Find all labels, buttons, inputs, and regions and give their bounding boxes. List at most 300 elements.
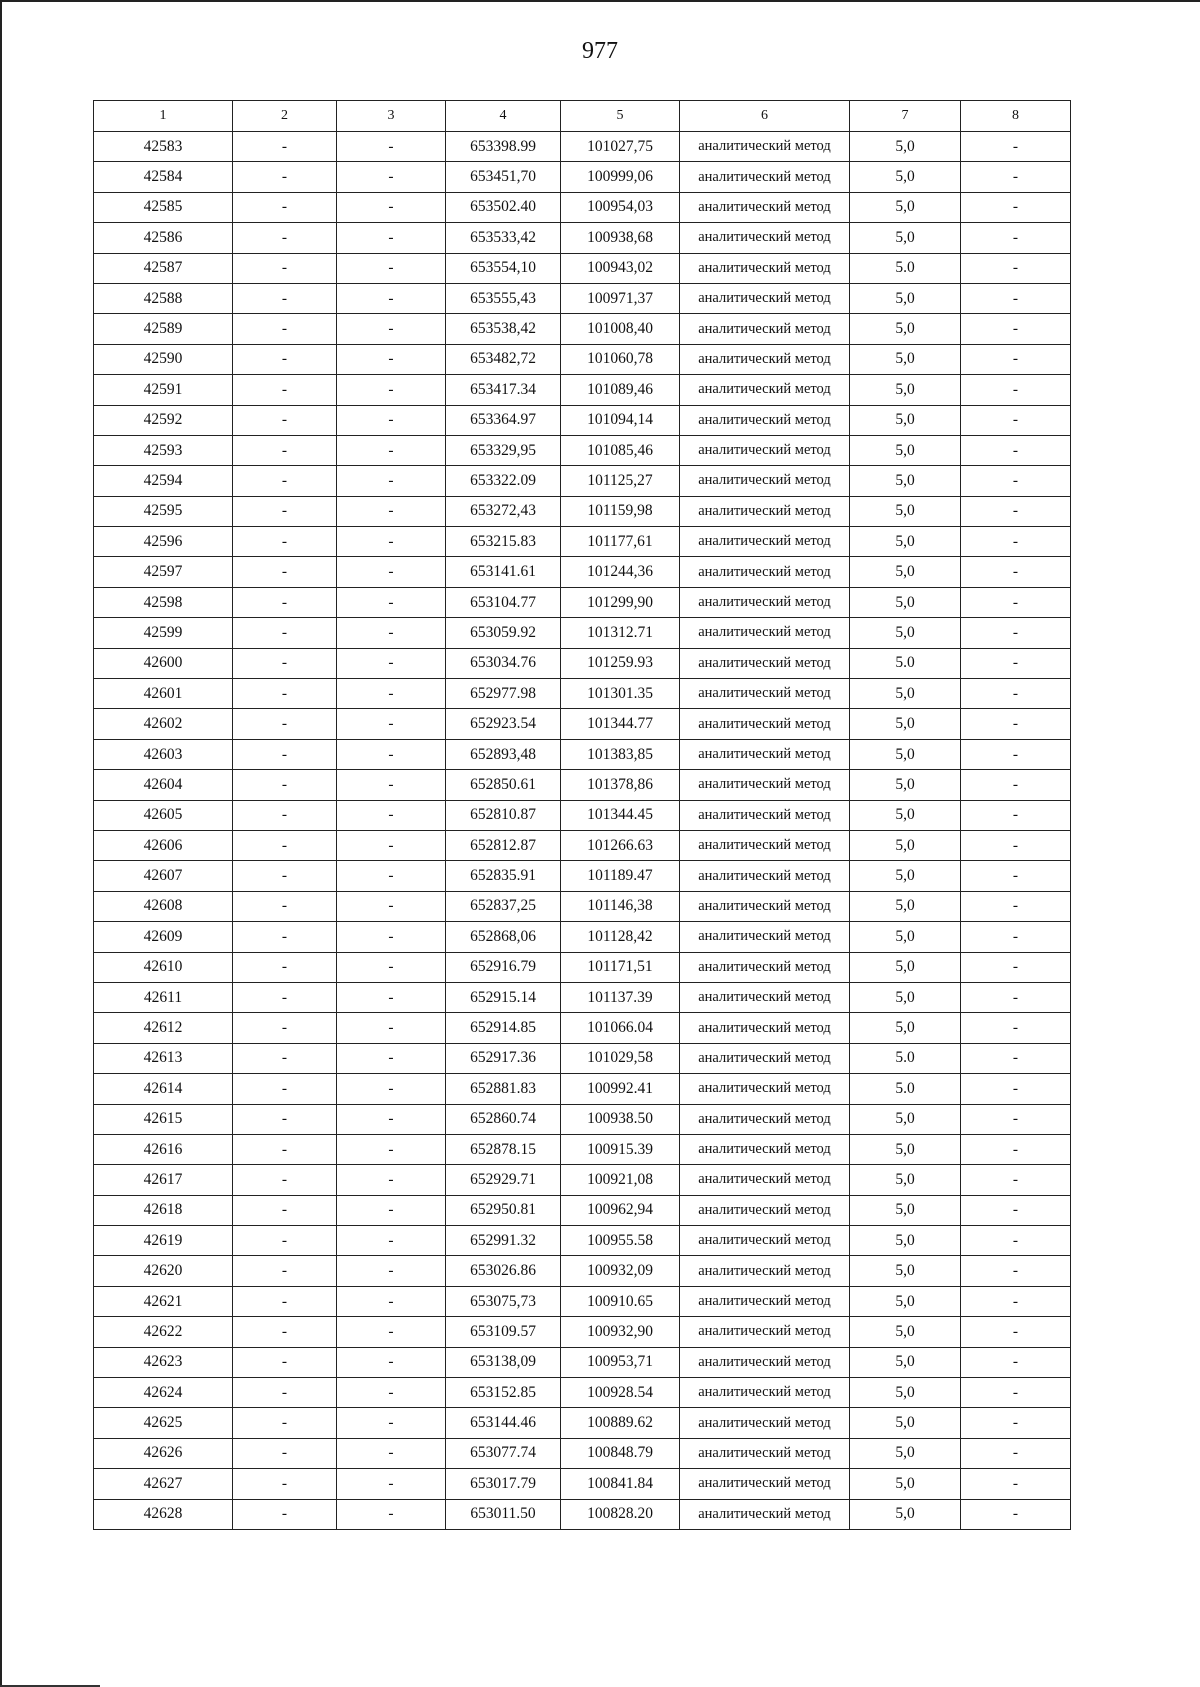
col2-cell: -: [233, 1104, 337, 1134]
coord-x-cell: 653364.97: [446, 405, 561, 435]
col3-cell: -: [337, 679, 446, 709]
col8-cell: -: [961, 982, 1071, 1012]
column-header: 1: [94, 101, 233, 132]
point-number-cell: 42617: [94, 1165, 233, 1195]
method-cell: аналитический метод: [680, 527, 850, 557]
accuracy-cell: 5,0: [850, 132, 961, 162]
method-cell: аналитический метод: [680, 800, 850, 830]
col8-cell: -: [961, 162, 1071, 192]
col2-cell: -: [233, 557, 337, 587]
method-cell: аналитический метод: [680, 1256, 850, 1286]
method-cell: аналитический метод: [680, 344, 850, 374]
coord-y-cell: 100999,06: [561, 162, 680, 192]
method-cell: аналитический метод: [680, 830, 850, 860]
method-cell: аналитический метод: [680, 162, 850, 192]
table-row: [94, 466, 1071, 496]
point-number-cell: 42607: [94, 861, 233, 891]
col8-cell: -: [961, 132, 1071, 162]
col8-cell: -: [961, 891, 1071, 921]
coord-y-cell: 101344.45: [561, 800, 680, 830]
coord-x-cell: 653075,73: [446, 1286, 561, 1316]
coord-y-cell: 101137.39: [561, 982, 680, 1012]
col3-cell: -: [337, 1438, 446, 1468]
point-number-cell: 42612: [94, 1013, 233, 1043]
coord-y-cell: 100848.79: [561, 1438, 680, 1468]
coord-x-cell: 653059.92: [446, 618, 561, 648]
col8-cell: -: [961, 1104, 1071, 1134]
table-row: [94, 1134, 1071, 1164]
col3-cell: -: [337, 314, 446, 344]
table-row: [94, 800, 1071, 830]
col8-cell: -: [961, 1378, 1071, 1408]
col2-cell: -: [233, 1226, 337, 1256]
col3-cell: -: [337, 891, 446, 921]
accuracy-cell: 5,0: [850, 1195, 961, 1225]
table-row: [94, 1256, 1071, 1286]
accuracy-cell: 5,0: [850, 1438, 961, 1468]
coord-x-cell: 652850.61: [446, 770, 561, 800]
method-cell: аналитический метод: [680, 679, 850, 709]
col2-cell: -: [233, 1286, 337, 1316]
col2-cell: -: [233, 375, 337, 405]
table-row: [94, 861, 1071, 891]
col2-cell: -: [233, 739, 337, 769]
col8-cell: -: [961, 800, 1071, 830]
coord-y-cell: 101008,40: [561, 314, 680, 344]
col2-cell: -: [233, 192, 337, 222]
table-row: [94, 1104, 1071, 1134]
coord-x-cell: 653026.86: [446, 1256, 561, 1286]
col3-cell: -: [337, 132, 446, 162]
accuracy-cell: 5.0: [850, 648, 961, 678]
col8-cell: -: [961, 1438, 1071, 1468]
col8-cell: -: [961, 1347, 1071, 1377]
table-row: [94, 1226, 1071, 1256]
coord-x-cell: 653417.34: [446, 375, 561, 405]
coord-x-cell: 653144.46: [446, 1408, 561, 1438]
point-number-cell: 42627: [94, 1469, 233, 1499]
accuracy-cell: 5,0: [850, 770, 961, 800]
col2-cell: -: [233, 283, 337, 313]
point-number-cell: 42609: [94, 922, 233, 952]
table-row: [94, 1469, 1071, 1499]
point-number-cell: 42595: [94, 496, 233, 526]
table-row: [94, 1408, 1071, 1438]
col8-cell: -: [961, 527, 1071, 557]
coord-x-cell: 652881.83: [446, 1074, 561, 1104]
col3-cell: -: [337, 375, 446, 405]
method-cell: аналитический метод: [680, 314, 850, 344]
col3-cell: -: [337, 922, 446, 952]
col2-cell: -: [233, 132, 337, 162]
column-header: 5: [561, 101, 680, 132]
col3-cell: -: [337, 223, 446, 253]
method-cell: аналитический метод: [680, 587, 850, 617]
table-row: [94, 162, 1071, 192]
coord-x-cell: 653034.76: [446, 648, 561, 678]
col3-cell: -: [337, 1134, 446, 1164]
method-cell: аналитический метод: [680, 375, 850, 405]
col3-cell: -: [337, 1043, 446, 1073]
coord-y-cell: 100828.20: [561, 1499, 680, 1529]
coord-x-cell: 652977.98: [446, 679, 561, 709]
col8-cell: -: [961, 679, 1071, 709]
point-number-cell: 42589: [94, 314, 233, 344]
col3-cell: -: [337, 1226, 446, 1256]
table-row: [94, 1195, 1071, 1225]
point-number-cell: 42584: [94, 162, 233, 192]
table-row: [94, 891, 1071, 921]
coord-x-cell: 652929.71: [446, 1165, 561, 1195]
col2-cell: -: [233, 405, 337, 435]
col3-cell: -: [337, 162, 446, 192]
col2-cell: -: [233, 982, 337, 1012]
col2-cell: -: [233, 648, 337, 678]
coord-x-cell: 653109.57: [446, 1317, 561, 1347]
accuracy-cell: 5,0: [850, 1134, 961, 1164]
point-number-cell: 42591: [94, 375, 233, 405]
coord-y-cell: 101312.71: [561, 618, 680, 648]
col3-cell: -: [337, 982, 446, 1012]
point-number-cell: 42604: [94, 770, 233, 800]
table-row: [94, 192, 1071, 222]
method-cell: аналитический метод: [680, 557, 850, 587]
accuracy-cell: 5,0: [850, 496, 961, 526]
table-row: [94, 982, 1071, 1012]
point-number-cell: 42614: [94, 1074, 233, 1104]
method-cell: аналитический метод: [680, 1043, 850, 1073]
col8-cell: -: [961, 435, 1071, 465]
coord-x-cell: 653555,43: [446, 283, 561, 313]
accuracy-cell: 5,0: [850, 314, 961, 344]
coord-x-cell: 653322.09: [446, 466, 561, 496]
coord-x-cell: 652917.36: [446, 1043, 561, 1073]
col3-cell: -: [337, 770, 446, 800]
table-row: [94, 1438, 1071, 1468]
col8-cell: -: [961, 314, 1071, 344]
point-number-cell: 42615: [94, 1104, 233, 1134]
col3-cell: -: [337, 192, 446, 222]
accuracy-cell: 5,0: [850, 1408, 961, 1438]
col2-cell: -: [233, 1347, 337, 1377]
col3-cell: -: [337, 405, 446, 435]
point-number-cell: 42622: [94, 1317, 233, 1347]
col8-cell: -: [961, 770, 1071, 800]
coord-y-cell: 100954,03: [561, 192, 680, 222]
coord-y-cell: 101085,46: [561, 435, 680, 465]
coord-x-cell: 652810.87: [446, 800, 561, 830]
table-row: [94, 314, 1071, 344]
column-header: 6: [680, 101, 850, 132]
method-cell: аналитический метод: [680, 1347, 850, 1377]
col3-cell: -: [337, 861, 446, 891]
column-header: 4: [446, 101, 561, 132]
point-number-cell: 42585: [94, 192, 233, 222]
coord-y-cell: 100943,02: [561, 253, 680, 283]
accuracy-cell: 5,0: [850, 1226, 961, 1256]
col3-cell: -: [337, 527, 446, 557]
col3-cell: -: [337, 648, 446, 678]
coord-y-cell: 100955.58: [561, 1226, 680, 1256]
col2-cell: -: [233, 618, 337, 648]
point-number-cell: 42608: [94, 891, 233, 921]
accuracy-cell: 5,0: [850, 1013, 961, 1043]
accuracy-cell: 5,0: [850, 891, 961, 921]
col2-cell: -: [233, 223, 337, 253]
method-cell: аналитический метод: [680, 1165, 850, 1195]
coord-y-cell: 101128,42: [561, 922, 680, 952]
page-number: 977: [582, 38, 618, 64]
point-number-cell: 42610: [94, 952, 233, 982]
table-row: [94, 1378, 1071, 1408]
col3-cell: -: [337, 800, 446, 830]
accuracy-cell: 5,0: [850, 283, 961, 313]
coord-y-cell: 101383,85: [561, 739, 680, 769]
table-row: [94, 709, 1071, 739]
col8-cell: -: [961, 1408, 1071, 1438]
col8-cell: -: [961, 1469, 1071, 1499]
col3-cell: -: [337, 557, 446, 587]
col8-cell: -: [961, 405, 1071, 435]
col8-cell: -: [961, 1195, 1071, 1225]
method-cell: аналитический метод: [680, 618, 850, 648]
coord-y-cell: 101177,61: [561, 527, 680, 557]
coord-y-cell: 101125,27: [561, 466, 680, 496]
coord-x-cell: 652915.14: [446, 982, 561, 1012]
coord-x-cell: 652835.91: [446, 861, 561, 891]
col3-cell: -: [337, 283, 446, 313]
col3-cell: -: [337, 739, 446, 769]
col3-cell: -: [337, 253, 446, 283]
coord-x-cell: 653011.50: [446, 1499, 561, 1529]
accuracy-cell: 5,0: [850, 800, 961, 830]
col8-cell: -: [961, 1499, 1071, 1529]
point-number-cell: 42623: [94, 1347, 233, 1377]
table-row: [94, 679, 1071, 709]
accuracy-cell: 5,0: [850, 1256, 961, 1286]
column-header: 3: [337, 101, 446, 132]
method-cell: аналитический метод: [680, 648, 850, 678]
accuracy-cell: 5,0: [850, 466, 961, 496]
coord-y-cell: 101029,58: [561, 1043, 680, 1073]
table-row: [94, 496, 1071, 526]
point-number-cell: 42598: [94, 587, 233, 617]
coord-y-cell: 100953,71: [561, 1347, 680, 1377]
point-number-cell: 42605: [94, 800, 233, 830]
coord-x-cell: 652923.54: [446, 709, 561, 739]
coord-y-cell: 101094,14: [561, 405, 680, 435]
accuracy-cell: 5,0: [850, 375, 961, 405]
coord-y-cell: 100915.39: [561, 1134, 680, 1164]
method-cell: аналитический метод: [680, 253, 850, 283]
coord-x-cell: 653152.85: [446, 1378, 561, 1408]
table-row: [94, 1286, 1071, 1316]
col8-cell: -: [961, 1165, 1071, 1195]
col3-cell: -: [337, 587, 446, 617]
accuracy-cell: 5,0: [850, 557, 961, 587]
method-cell: аналитический метод: [680, 1013, 850, 1043]
accuracy-cell: 5,0: [850, 1286, 961, 1316]
col8-cell: -: [961, 618, 1071, 648]
col3-cell: -: [337, 344, 446, 374]
coord-y-cell: 100932,09: [561, 1256, 680, 1286]
coord-y-cell: 101378,86: [561, 770, 680, 800]
coord-x-cell: 652991.32: [446, 1226, 561, 1256]
table-row: [94, 405, 1071, 435]
table-row: [94, 952, 1071, 982]
col8-cell: -: [961, 1074, 1071, 1104]
col3-cell: -: [337, 1347, 446, 1377]
col2-cell: -: [233, 709, 337, 739]
method-cell: аналитический метод: [680, 192, 850, 222]
coord-x-cell: 653533,42: [446, 223, 561, 253]
coord-y-cell: 101089,46: [561, 375, 680, 405]
table-body: [94, 132, 1071, 1530]
coord-y-cell: 101171,51: [561, 952, 680, 982]
accuracy-cell: 5.0: [850, 1043, 961, 1073]
accuracy-cell: 5,0: [850, 435, 961, 465]
col8-cell: -: [961, 587, 1071, 617]
accuracy-cell: 5,0: [850, 1469, 961, 1499]
col8-cell: -: [961, 861, 1071, 891]
col8-cell: -: [961, 375, 1071, 405]
method-cell: аналитический метод: [680, 1104, 850, 1134]
col2-cell: -: [233, 314, 337, 344]
col3-cell: -: [337, 1469, 446, 1499]
method-cell: аналитический метод: [680, 1134, 850, 1164]
point-number-cell: 42597: [94, 557, 233, 587]
point-number-cell: 42621: [94, 1286, 233, 1316]
accuracy-cell: 5,0: [850, 922, 961, 952]
point-number-cell: 42619: [94, 1226, 233, 1256]
point-number-cell: 42628: [94, 1499, 233, 1529]
col3-cell: -: [337, 435, 446, 465]
table-row: [94, 1074, 1071, 1104]
accuracy-cell: 5,0: [850, 587, 961, 617]
accuracy-cell: 5,0: [850, 1104, 961, 1134]
point-number-cell: 42602: [94, 709, 233, 739]
coord-x-cell: 653138,09: [446, 1347, 561, 1377]
coord-x-cell: 653554,10: [446, 253, 561, 283]
table-row: [94, 344, 1071, 374]
col2-cell: -: [233, 162, 337, 192]
method-cell: аналитический метод: [680, 223, 850, 253]
method-cell: аналитический метод: [680, 1226, 850, 1256]
col3-cell: -: [337, 1013, 446, 1043]
col8-cell: -: [961, 1256, 1071, 1286]
point-number-cell: 42618: [94, 1195, 233, 1225]
table-row: [94, 587, 1071, 617]
point-number-cell: 42624: [94, 1378, 233, 1408]
accuracy-cell: 5.0: [850, 1074, 961, 1104]
method-cell: аналитический метод: [680, 1317, 850, 1347]
column-header: 7: [850, 101, 961, 132]
point-number-cell: 42593: [94, 435, 233, 465]
coord-y-cell: 100928.54: [561, 1378, 680, 1408]
table-row: [94, 283, 1071, 313]
table-row: [94, 922, 1071, 952]
accuracy-cell: 5,0: [850, 1378, 961, 1408]
accuracy-cell: 5,0: [850, 739, 961, 769]
table-row: [94, 830, 1071, 860]
col2-cell: -: [233, 891, 337, 921]
col8-cell: -: [961, 952, 1071, 982]
accuracy-cell: 5,0: [850, 618, 961, 648]
coord-x-cell: 652837,25: [446, 891, 561, 921]
point-number-cell: 42600: [94, 648, 233, 678]
coord-y-cell: 101266.63: [561, 830, 680, 860]
method-cell: аналитический метод: [680, 435, 850, 465]
col2-cell: -: [233, 1499, 337, 1529]
col8-cell: -: [961, 1043, 1071, 1073]
point-number-cell: 42583: [94, 132, 233, 162]
col3-cell: -: [337, 1256, 446, 1286]
col8-cell: -: [961, 1317, 1071, 1347]
table-row: [94, 1043, 1071, 1073]
point-number-cell: 42601: [94, 679, 233, 709]
method-cell: аналитический метод: [680, 739, 850, 769]
col2-cell: -: [233, 952, 337, 982]
col8-cell: -: [961, 1013, 1071, 1043]
table-row: [94, 648, 1071, 678]
table-row: [94, 132, 1071, 162]
coord-y-cell: 100921,08: [561, 1165, 680, 1195]
coord-x-cell: 653502.40: [446, 192, 561, 222]
coord-x-cell: 652916.79: [446, 952, 561, 982]
col2-cell: -: [233, 861, 337, 891]
point-number-cell: 42599: [94, 618, 233, 648]
coord-y-cell: 100938,68: [561, 223, 680, 253]
table-header-row: [94, 101, 1071, 132]
col2-cell: -: [233, 800, 337, 830]
point-number-cell: 42603: [94, 739, 233, 769]
accuracy-cell: 5,0: [850, 1165, 961, 1195]
col3-cell: -: [337, 1104, 446, 1134]
point-number-cell: 42606: [94, 830, 233, 860]
col8-cell: -: [961, 1286, 1071, 1316]
point-number-cell: 42611: [94, 982, 233, 1012]
method-cell: аналитический метод: [680, 952, 850, 982]
coord-y-cell: 101259.93: [561, 648, 680, 678]
method-cell: аналитический метод: [680, 1408, 850, 1438]
method-cell: аналитический метод: [680, 132, 850, 162]
col8-cell: -: [961, 283, 1071, 313]
coordinates-table: [93, 100, 1071, 1530]
accuracy-cell: 5,0: [850, 861, 961, 891]
method-cell: аналитический метод: [680, 982, 850, 1012]
col2-cell: -: [233, 1256, 337, 1286]
coord-x-cell: 652893,48: [446, 739, 561, 769]
table-row: [94, 739, 1071, 769]
coord-y-cell: 101299,90: [561, 587, 680, 617]
col2-cell: -: [233, 1134, 337, 1164]
accuracy-cell: 5,0: [850, 709, 961, 739]
method-cell: аналитический метод: [680, 770, 850, 800]
accuracy-cell: 5.0: [850, 253, 961, 283]
coord-y-cell: 101060,78: [561, 344, 680, 374]
table-row: [94, 223, 1071, 253]
coord-x-cell: 653017.79: [446, 1469, 561, 1499]
col2-cell: -: [233, 344, 337, 374]
col2-cell: -: [233, 435, 337, 465]
coord-x-cell: 652950.81: [446, 1195, 561, 1225]
col2-cell: -: [233, 1074, 337, 1104]
method-cell: аналитический метод: [680, 405, 850, 435]
table-row: [94, 527, 1071, 557]
method-cell: аналитический метод: [680, 466, 850, 496]
coord-x-cell: 653272,43: [446, 496, 561, 526]
col3-cell: -: [337, 496, 446, 526]
